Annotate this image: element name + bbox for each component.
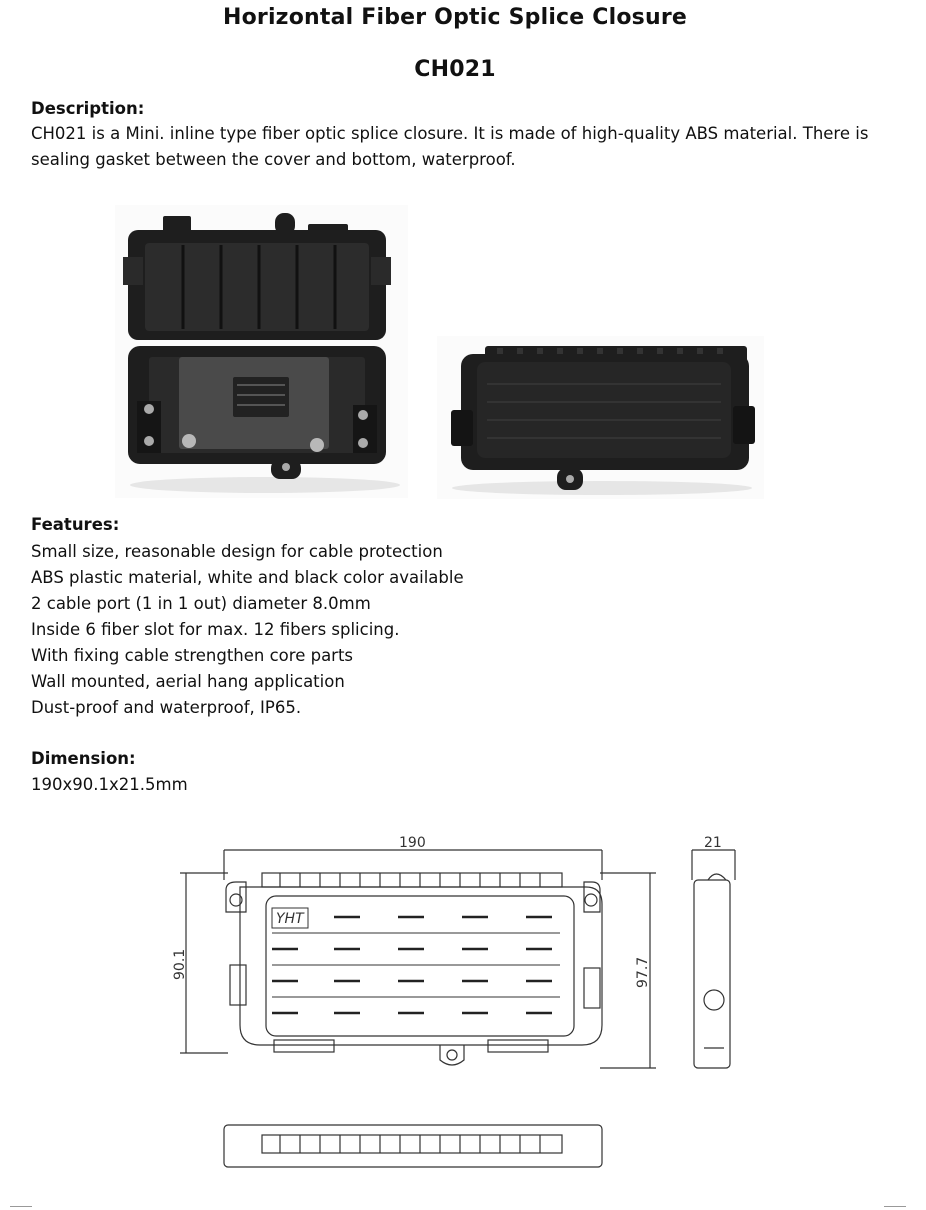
model-title: CH021	[414, 57, 496, 82]
height-label-right: 97.7	[635, 956, 651, 988]
dimension-value: 190x90.1x21.5mm	[31, 775, 188, 794]
feature-item: With fixing cable strengthen core parts	[31, 646, 354, 665]
feature-item: Wall mounted, aerial hang application	[31, 672, 345, 691]
page-corner-mark	[884, 1206, 906, 1207]
page-corner-mark	[10, 1206, 32, 1207]
logo-text: YHT	[276, 911, 304, 927]
description-heading: Description:	[31, 99, 145, 118]
dimension-heading: Dimension:	[31, 749, 136, 768]
feature-item: Dust-proof and waterproof, IP65.	[31, 698, 302, 717]
feature-item: ABS plastic material, white and black color available	[31, 568, 464, 587]
feature-item: Inside 6 fiber slot for max. 12 fibers splicing.	[31, 620, 400, 639]
features-list	[31, 539, 464, 721]
features-heading: Features:	[31, 515, 120, 534]
page-title: Horizontal Fiber Optic Splice Closure	[222, 5, 688, 30]
depth-label: 21	[704, 835, 722, 851]
feature-item: Small size, reasonable design for cable protection	[31, 542, 443, 561]
closed-closure-photo	[437, 336, 764, 499]
height-label-left: 90.1	[172, 948, 188, 980]
open-closure-photo	[115, 205, 408, 498]
dimension-drawing	[0, 820, 926, 1206]
description-text: CH021 is a Mini. inline type fiber optic splice closure. It is made of high-quality ABS material. There is sealing gasket between the cover and bottom, waterproof.	[31, 124, 869, 169]
width-label: 190	[399, 835, 426, 851]
feature-item: 2 cable port (1 in 1 out) diameter 8.0mm	[31, 594, 371, 613]
